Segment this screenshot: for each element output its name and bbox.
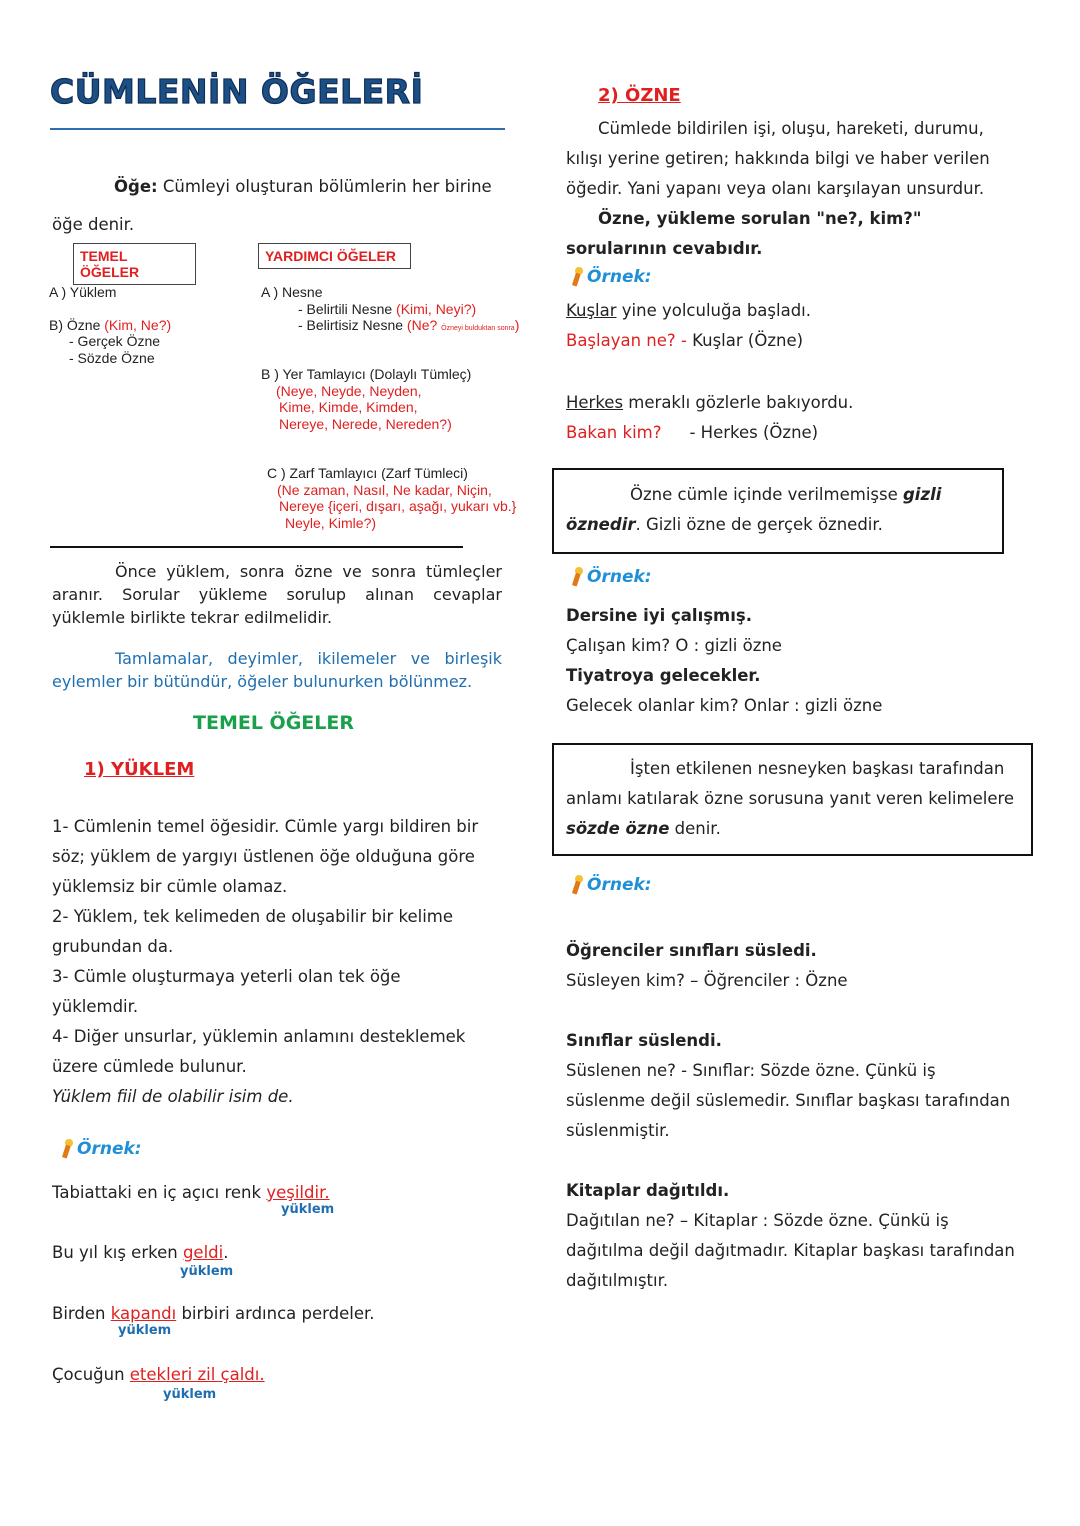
ozne-example-1: Kuşlar yine yolculuğa başladı. Başlayan ne? - Kuşlar (Özne) [566,301,812,350]
note-order: Önce yüklem, sonra özne ve sonra tümleçler aranır. Sorular yükleme sorulup alınan cevaplar yüklemle birlikte tekrar edilmelidir. [52,562,502,627]
yuklem-example-3: Birden kapandı birbiri ardınca perdeler. [52,1304,375,1323]
yuklem-rule-line: 4- Diğer unsurlar, yüklemin anlamını desteklemek [52,1027,466,1046]
yuklem-rule-line: yüklemdir. [52,997,139,1016]
pencil-character-icon [568,874,586,896]
yuklem-rule-line: 1- Cümlenin temel öğesidir. Cümle yargı bildiren bir [52,817,479,836]
example-answer: Dağıtılan ne? – Kitaplar : Sözde özne. Çünkü iş [566,1211,949,1230]
yuklem-rule-line: yüklemsiz bir cümle olamaz. [52,877,288,896]
pencil-character-icon [568,566,586,588]
zarf-tamlayici-block [267,465,516,531]
yuklem-rule-line: üzere cümlede bulunur. [52,1057,247,1076]
definition-term: Öğe: [114,177,158,196]
yuklem-example-4: Çocuğun etekleri zil çaldı. [52,1365,265,1384]
yer-tamlayici-block [261,366,471,432]
yer-q3: Nereye, Nerede, Nereden?) [279,415,452,432]
ozne-heading: 2) ÖZNE [598,85,681,106]
example-answer: Gelecek olanlar kim? Onlar : gizli özne [566,696,883,715]
ornek-badge [568,874,652,896]
yuklem-predicate: etekleri zil çaldı. [129,1365,265,1384]
pencil-character-icon [58,1138,76,1160]
yuklem-tag: yüklem [281,1202,335,1217]
example-sentence: Kitaplar dağıtıldı. [566,1181,730,1200]
temel-ogeler-header-box: TEMEL ÖĞELER [73,243,196,285]
belirtili-nesne: - Belirtili Nesne (Kimi, Neyi?) [298,300,477,317]
yuklem-example-2: Bu yıl kış erken geldi. [52,1243,229,1262]
example-answer: Süsleyen kim? – Öğrenciler : Özne [566,971,848,990]
yuklem-predicate: kapandı [110,1304,177,1323]
ozne-def-line: Cümlede bildirilen işi, oluşu, hareketi, durumu, [598,119,984,138]
example-answer: Çalışan kim? O : gizli özne [566,636,782,655]
example-answer: dağıtılmıştır. [566,1271,669,1290]
title-underline [50,128,505,130]
yuklem-tag: yüklem [180,1264,234,1279]
temel-gercek-ozne: - Gerçek Özne [69,333,161,349]
ozne-definition [566,114,990,264]
definition-text: Cümleyi oluşturan bölümlerin her birine [157,177,492,196]
yardimci-ogeler-header-box: YARDIMCI ÖĞELER [258,243,411,269]
example-sentence: Sınıflar süslendi. [566,1031,722,1050]
zarf-q3: Neyle, Kimle?) [285,514,377,531]
ozne-subject: Herkes [566,393,624,412]
yuklem-italic-note: Yüklem fiil de olabilir isim de. [52,1087,294,1106]
yardimci-nesne: A ) Nesne [261,284,323,300]
ornek-label: Örnek: [587,267,652,287]
ozne-question: Başlayan ne? - [566,331,687,350]
yuklem-predicate: yeşildir. [266,1183,330,1202]
ornek-label: Örnek: [587,875,652,895]
temel-sozde-ozne: - Sözde Özne [69,349,155,366]
yuklem-example-1: Tabiattaki en iç açıcı renk yeşildir. [52,1183,330,1202]
gizli-ozne-box: Özne cümle içinde verilmemişse gizli öznedir. Gizli özne de gerçek öznedir. [552,468,1004,554]
definition-line1 [114,172,492,202]
ozne-question-line: Özne, yükleme sorulan "ne?, kim?" [598,209,922,228]
example-sentence: Tiyatroya gelecekler. [566,666,761,685]
ozne-question-line: sorularının cevabıdır. [566,239,763,258]
zarf-q1: (Ne zaman, Nasıl, Ne kadar, Niçin, [277,481,492,498]
yuklem-tag: yüklem [118,1323,172,1338]
example-sentence: Öğrenciler sınıfları süsledi. [566,941,817,960]
ozne-subject: Kuşlar [566,301,617,320]
temel-ogeler-heading: TEMEL ÖĞELER [193,712,354,734]
yuklem-rule-line: söz; yüklem de yargıyı üstlenen öğe olduğuna göre [52,847,475,866]
zarf-q2: Nereye {içeri, dışarı, aşağı, yukarı vb.} [279,498,517,514]
yer-q1: (Neye, Neyde, Neyden, [276,382,422,399]
belirtisiz-nesne: - Belirtisiz Nesne (Ne? Özneyi bulduktan sonra) [298,317,520,333]
yardimci-tree [261,284,519,338]
yuklem-heading: 1) YÜKLEM [84,759,195,780]
ozne-def-line: öğedir. Yani yapanı veya olanı karşılayan unsurdur. [566,179,985,198]
example-answer: süslenmiştir. [566,1121,670,1140]
yuklem-rule-line: grubundan da. [52,937,174,956]
ozne-example-2: Herkes meraklı gözlerle bakıyordu. Bakan kim? - Herkes (Özne) [566,393,854,442]
yuklem-predicate: geldi [182,1243,224,1262]
yuklem-rules [52,812,478,1112]
temel-yuklem: A ) Yüklem [49,284,117,300]
gizli-ozne-examples [566,601,882,721]
ornek-label: Örnek: [587,567,652,587]
yuklem-tag: yüklem [163,1387,217,1402]
definition-line2: öğe denir. [52,215,135,234]
ornek-label: Örnek: [77,1139,142,1159]
yuklem-rule-line: 2- Yüklem, tek kelimeden de oluşabilir bir kelime [52,907,454,926]
ozne-def-line: kılışı yerine getiren; hakkında bilgi ve haber verilen [566,149,990,168]
example-answer: dağıtılma değil dağıtmadır. Kitaplar başkası tarafından [566,1241,1015,1260]
note-butun: Tamlamalar, deyimler, ikilemeler ve birleşik eylemler bir bütündür, öğeler bulunurken bölünmez. [52,649,502,691]
diagram-divider [50,546,463,548]
temel-ozne: B) Özne (Kim, Ne?) [49,316,172,333]
example-answer: Süslenen ne? - Sınıflar: Sözde özne. Çünkü iş [566,1061,936,1080]
temel-tree [49,284,171,366]
ornek-badge [568,266,652,288]
sozde-ozne-box: İşten etkilenen nesneyken başkası tarafından anlamı katılarak özne sorusuna yanıt veren kelimelere sözde özne denir. [552,743,1033,856]
example-answer: süslenme değil süslemedir. Sınıflar başkası tarafından [566,1091,1011,1110]
ozne-question: Bakan kim? [566,423,662,442]
ornek-badge [58,1138,142,1160]
yer-tamlayici: B ) Yer Tamlayıcı (Dolaylı Tümleç) [261,366,472,382]
yuklem-rule-line: 3- Cümle oluşturmaya yeterli olan tek öğe [52,967,401,986]
page-title: CÜMLENİN ÖĞELERİ [50,72,424,111]
yer-q2: Kime, Kimde, Kimden, [279,399,418,415]
ornek-badge [568,566,652,588]
zarf-tamlayici: C ) Zarf Tamlayıcı (Zarf Tümleci) [267,465,468,481]
pencil-character-icon [568,266,586,288]
sozde-ozne-examples [566,936,1015,1296]
example-sentence: Dersine iyi çalışmış. [566,606,752,625]
